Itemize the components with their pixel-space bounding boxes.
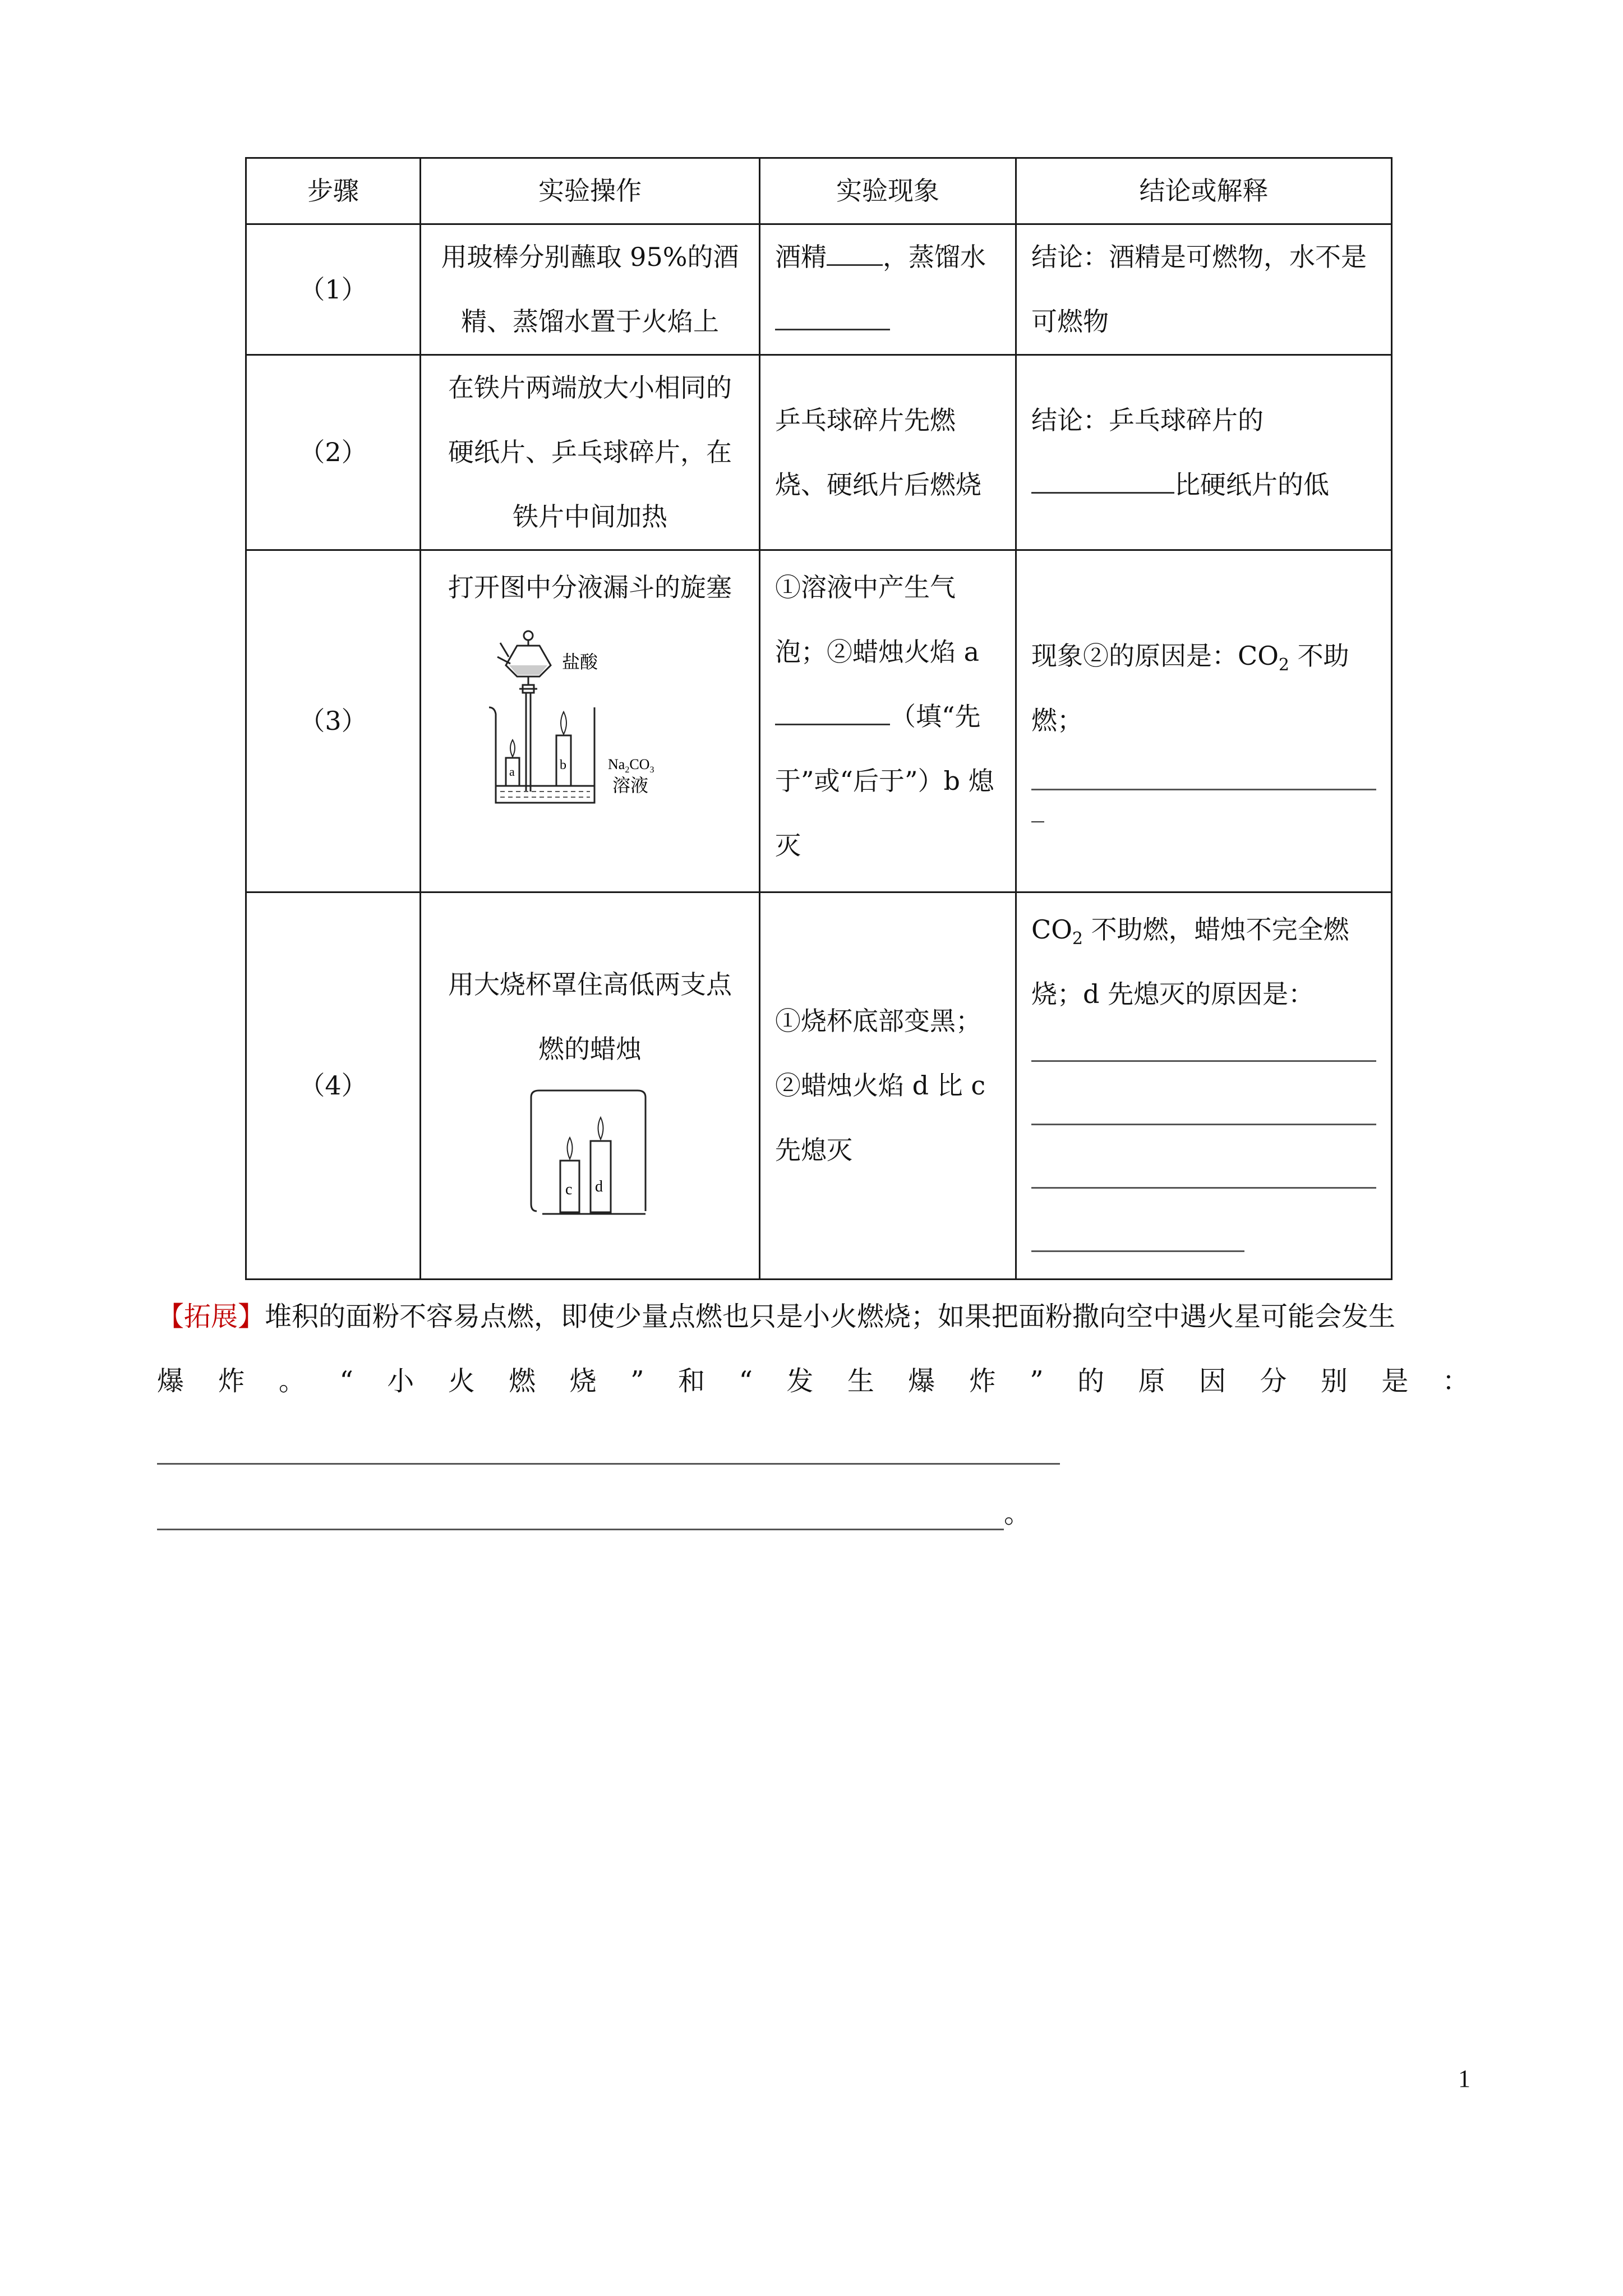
acid-label: 盐酸 — [562, 652, 598, 672]
extension-char: 的 — [1077, 1365, 1105, 1397]
extension-char: 和 — [678, 1365, 706, 1397]
extension-tag: 【拓展】 — [157, 1301, 265, 1332]
answer-line[interactable] — [1031, 1125, 1376, 1189]
extension-char: 烧 — [569, 1365, 597, 1397]
conclusion-cell: 结论：酒精是可燃物，水不是可燃物 — [1016, 224, 1392, 355]
conclusion-cell — [1016, 355, 1392, 550]
phenomenon-cell: ①烧杯底部变黑；②蜡烛火焰 d 比 c 先熄灭 — [760, 892, 1016, 1280]
extension-char: 生 — [847, 1365, 874, 1397]
extension-char: 。 — [278, 1365, 306, 1397]
phenomenon-cell — [760, 224, 1016, 355]
table-row — [246, 892, 1392, 1280]
answer-line[interactable] — [1031, 1062, 1376, 1125]
operation-cell: 在铁片两端放大小相同的硬纸片、乒乓球碎片，在铁片中间加热 — [421, 355, 760, 550]
operation-text: 打开图中分液漏斗的旋塞 — [448, 572, 732, 602]
conclusion-text: $CO_2$ 不助燃，蜡烛不完全燃烧；d 先熄灭的原因是： — [1031, 914, 1349, 1009]
operation-text: 用大烧杯罩住高低两支点燃的蜡烛 — [448, 969, 732, 1064]
phenomenon-text: ，蒸馏水 — [883, 242, 986, 272]
phenomenon-cell — [760, 550, 1016, 892]
extension-char: “ — [339, 1365, 353, 1397]
step-cell: （3） — [246, 550, 421, 892]
end-mark: 。 — [1004, 1498, 1031, 1529]
extension-char: ” — [630, 1365, 644, 1397]
operation-cell — [421, 892, 760, 1280]
beaker-candles-figure — [525, 1085, 654, 1220]
answer-line[interactable] — [157, 1414, 1060, 1465]
extension-char: 发 — [786, 1365, 814, 1397]
solution-formula-label: $Na_2CO_3$ — [608, 756, 654, 775]
answer-tail: _ — [1031, 792, 1044, 822]
header-conclusion: 结论或解释 — [1016, 158, 1392, 224]
table-row — [246, 550, 1392, 892]
conclusion-cell — [1016, 550, 1392, 892]
extension-char: ” — [1030, 1365, 1044, 1397]
phenomenon-text: 酒精 — [775, 242, 827, 272]
conclusion-text: 现象②的原因是：$CO_2$ 不助燃； — [1031, 641, 1349, 735]
extension-char: 炸 — [969, 1365, 996, 1397]
operation-cell: 用玻棒分别蘸取 95%的酒精、蒸馏水置于火焰上 — [421, 224, 760, 355]
operation-cell — [421, 550, 760, 892]
extension-char: “ — [739, 1365, 753, 1397]
extension-char: 爆 — [908, 1365, 935, 1397]
candle-a-label: a — [509, 765, 515, 779]
extension-char: 是 — [1381, 1365, 1409, 1397]
answer-blank[interactable] — [775, 697, 890, 725]
extension-char: 小 — [387, 1365, 414, 1397]
conclusion-text: 结论：乒乓球碎片的 — [1031, 404, 1264, 435]
funnel-beaker-figure — [483, 623, 697, 808]
experiment-table — [245, 157, 1393, 1280]
answer-blank[interactable] — [1031, 465, 1174, 494]
extension-char: 分 — [1260, 1365, 1287, 1397]
conclusion-text: 比硬纸片的低 — [1174, 469, 1329, 500]
phenomenon-cell: 乒乓球碎片先燃烧、硬纸片后燃烧 — [760, 355, 1016, 550]
step-cell: （2） — [246, 355, 421, 550]
extension-char: ： — [1442, 1365, 1469, 1397]
extension-char: 炸 — [218, 1365, 245, 1397]
header-phenomenon: 实验现象 — [760, 158, 1016, 224]
table-header-row — [246, 158, 1392, 224]
extension-char: 火 — [448, 1365, 475, 1397]
extension-char: 燃 — [509, 1365, 536, 1397]
extension-char: 别 — [1320, 1365, 1348, 1397]
phenomenon-text: ①溶液中产生气泡；②蜡烛火焰 a — [775, 572, 980, 667]
phenomenon-text: （填“先于”或“后于”）b 熄灭 — [775, 701, 994, 861]
candle-b-label: b — [560, 758, 566, 772]
solution-label: 溶液 — [612, 775, 649, 795]
candle-c-label: c — [565, 1180, 573, 1198]
extension-char: 因 — [1199, 1365, 1227, 1397]
answer-line[interactable] — [1031, 761, 1376, 790]
answer-blank[interactable] — [827, 237, 883, 266]
answer-line[interactable] — [157, 1479, 1004, 1530]
extension-char: 原 — [1138, 1365, 1165, 1397]
header-operation: 实验操作 — [421, 158, 760, 224]
header-step: 步骤 — [246, 158, 421, 224]
extension-text: 堆积的面粉不容易点燃，即使少量点燃也只是小火燃烧；如果把面粉撒向空中遇火星可能会发生 — [265, 1301, 1396, 1332]
answer-blank[interactable] — [775, 302, 890, 330]
table-row — [246, 355, 1392, 550]
conclusion-cell — [1016, 892, 1392, 1280]
answer-line[interactable] — [1031, 1027, 1376, 1062]
page-number: 1 — [1458, 2065, 1470, 2092]
answer-line[interactable] — [1031, 1189, 1244, 1252]
extension-line-2 — [157, 1349, 1469, 1414]
answer-row — [157, 1479, 1469, 1530]
candle-d-label: d — [595, 1177, 603, 1195]
extension-section — [157, 1285, 1469, 1530]
step-cell: （4） — [246, 892, 421, 1280]
extension-line-1 — [157, 1285, 1469, 1349]
table-row — [246, 224, 1392, 355]
extension-char: 爆 — [157, 1365, 185, 1397]
step-cell: （1） — [246, 224, 421, 355]
